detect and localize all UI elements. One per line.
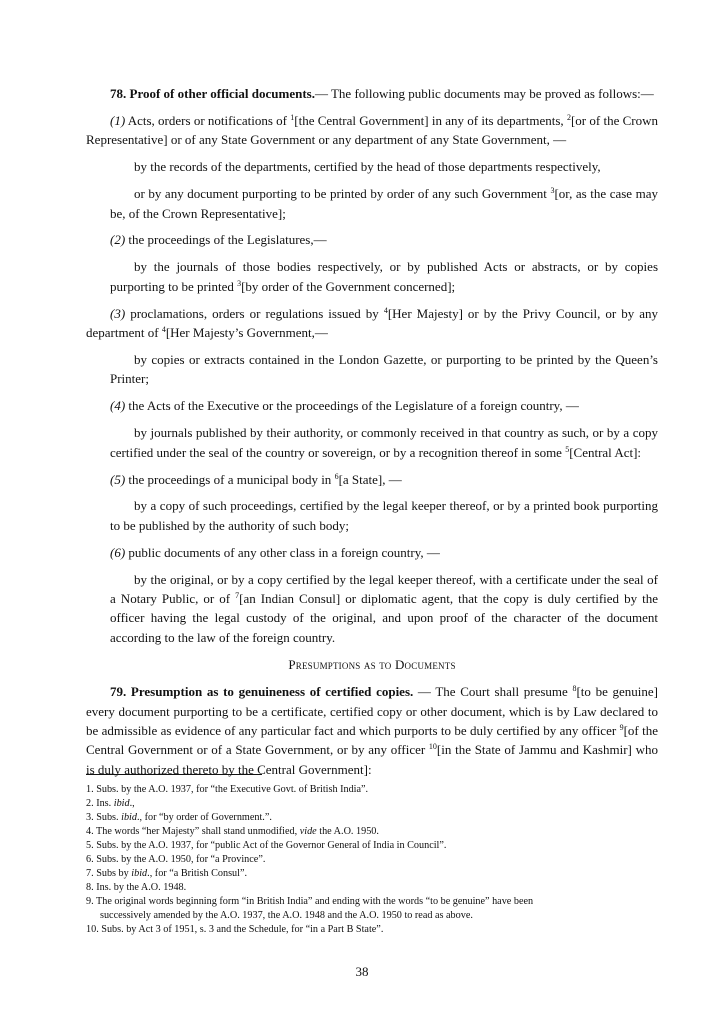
footnote-ref: 9 [619,722,624,732]
clause-5-proof: by a copy of such proceedings, certified by the legal keeper thereof, or by a printed book purporting to be published by the authority of such body; [110,498,658,533]
footnote-2: 2. Ins. ibid., [86,798,135,809]
footnote-ref: 7 [235,591,240,601]
clause-4: (4) the Acts of the Executive or the proceedings of the Legislature of a foreign country, — [110,398,579,414]
section-79-number: 79. [110,684,127,700]
footnote-ref: 8 [572,684,577,694]
footnote-5: 5. Subs. by the A.O. 1937, for “public Act of the Governor General of India in Council”. [86,840,447,851]
clause-4-proof: by journals published by their authority, or commonly received in that country as such, or by a copy certified under the seal of the country or sovereign, or by a recognition thereof in some $^5$[Central Act]: [110,425,658,460]
clause-6: (6) public documents of any other class in a foreign country, — [110,544,440,560]
footnote-9-continued: successively amended by the A.O. 1937, the A.O. 1948 and the A.O. 1950 to read as above. [100,910,473,921]
footnote-ref: 1 [290,112,295,122]
footnote-9: 9. The original words beginning form “in British India” and ending with the words “to be genuine” have been [86,896,534,907]
chapter-heading: Presumptions as to Documents [288,656,456,672]
footnote-ref: 6 [334,471,339,481]
footnote-ref: 4 [383,305,388,315]
clause-2: (2) the proceedings of the Legislatures,— [110,232,327,248]
clause-1-proof-1: by the records of the departments, certified by the head of those departments respectively, [134,159,601,175]
clause-1-proof-2: or by any document purporting to be printed by order of any such Government $^3$[or, as the case may be, of the Crown Representative]; [110,186,658,221]
clause-3-proof: by copies or extracts contained in the London Gazette, or purporting to be printed by the Queen’s Printer; [110,351,658,387]
page-number: 38 [355,964,369,979]
section-79: 79. Presumption as to genuineness of certified copies. — The Court shall presume $^8$[to be genuine] every document purporting to be a certificate, certified copy or other document, which is by Law declared to be admissible as evidence of any particular fact and which purports to be duly certified by any officer $^9$[of the Central Government or of a State Government, or by any officer $^{10}$[in the State of Jammu and Kashmir] who is duly authorized thereto by the Central Government]: [86,684,659,777]
footnote-divider [86,774,262,775]
footnote-ref: 4 [161,325,166,335]
footnote-3: 3. Subs. ibid., for “by order of Government.”. [86,812,272,823]
clause-6-proof: by the original, or by a copy certified by the legal keeper thereof, with a certificate under the seal of a Notary Public, or of $^7$[an Indian Consul] or diplomatic agent, that the copy is duly certified by the officer having the legal custody of the original, and upon proof of the character of the document according to the law of the foreign country. [110,571,658,645]
section-79-title: Presumption as to genuineness of certified copies. [130,684,414,700]
footnotes [86,783,658,937]
footnote-ref: 10 [428,742,437,752]
footnote-ref: 2 [566,112,571,122]
footnote-10: 10. Subs. by Act 3 of 1951, s. 3 and the Schedule, for “in a Part B State”. [86,924,384,935]
clause-1: (1) Acts, orders or notifications of $^1$[the Central Government] in any of its departments, $^2$[or of the Crown Representative] or of any State Government or any department of any State Government, — [86,112,658,148]
footnote-7: 7. Subs by ibid., for “a British Consul”. [86,868,248,879]
section-78-title: Proof of other official documents. [129,86,315,101]
footnote-ref: 3 [237,278,242,288]
footnote-1: 1. Subs. by the A.O. 1937, for “the Executive Govt. of British India”. [86,784,369,795]
footnote-ref: 3 [550,186,555,196]
footnote-6: 6. Subs. by the A.O. 1950, for “a Province”. [86,854,266,865]
clause-3: (3) proclamations, orders or regulations issued by $^4$[Her Majesty] or by the Privy Council, or by any department of $^4$[Her Majesty’s Government,— [86,305,658,341]
footnote-ref: 5 [565,444,570,454]
clause-2-proof: by the journals of those bodies respectively, or by published Acts or abstracts, or by copies purporting to be printed $^3$[by order of the Government concerned]; [110,259,658,294]
section-78-number: 78. [110,86,127,101]
footnote-4: 4. The words “her Majesty” shall stand unmodified, vide the A.O. 1950. [86,826,379,837]
document-body [86,84,658,779]
clause-5: (5) the proceedings of a municipal body in $^6$[a State], — [110,471,402,487]
section-78-intro: 78. Proof of other official documents.— The following public documents may be proved as follows:— [110,86,654,101]
footnote-8: 8. Ins. by the A.O. 1948. [86,882,187,893]
